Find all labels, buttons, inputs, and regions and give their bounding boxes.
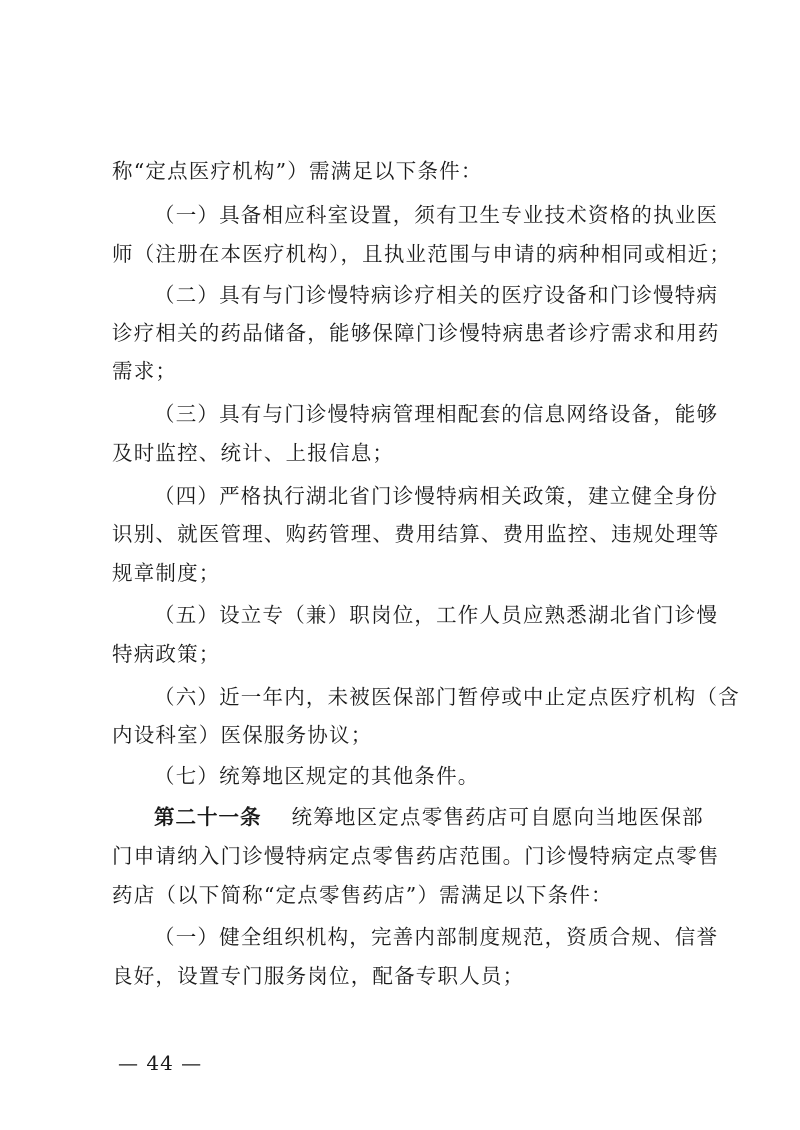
body-line: 药店（以下简称“定点零售药店”）需满足以下条件： xyxy=(112,883,613,907)
body-line: 需求； xyxy=(112,359,178,383)
body-line: 特病政策； xyxy=(112,642,221,666)
body-line: （七）统筹地区规定的其他条件。 xyxy=(154,764,480,788)
body-line: 内设科室）医保服务协议； xyxy=(112,723,373,747)
body-line: （六）近一年内，未被医保部门暂停或中止定点医疗机构（含 xyxy=(154,685,740,709)
body-line: （四）严格执行湖北省门诊慢特病相关政策，建立健全身份 xyxy=(154,484,719,508)
article-21-first-line xyxy=(154,803,702,831)
body-line: （五）设立专（兼）职岗位，工作人员应熟悉湖北省门诊慢 xyxy=(154,603,719,627)
body-line: 门申请纳入门诊慢特病定点零售药店范围。门诊慢特病定点零售 xyxy=(112,844,720,868)
body-line: （二）具有与门诊慢特病诊疗相关的医疗设备和门诊慢特病 xyxy=(154,283,719,307)
body-line: 诊疗相关的药品储备，能够保障门诊慢特病患者诊疗需求和用药 xyxy=(112,321,720,345)
body-line: 规章制度； xyxy=(112,561,221,585)
body-line: 良好，设置专门服务岗位，配备专职人员； xyxy=(112,964,525,988)
body-line: 及时监控、统计、上报信息； xyxy=(112,441,395,465)
article-text: 统筹地区定点零售药店可自愿向当地医保部 xyxy=(291,805,704,829)
body-line: （三）具有与门诊慢特病管理相配套的信息网络设备，能够 xyxy=(154,402,719,426)
article-heading: 第二十一条 xyxy=(154,805,262,829)
body-line: 师（注册在本医疗机构），且执业范围与申请的病种相同或相近； xyxy=(112,242,732,266)
body-line: （一）具备相应科室设置，须有卫生专业技术资格的执业医 xyxy=(154,203,719,227)
body-line: （一）健全组织机构，完善内部制度规范，资质合规、信誉 xyxy=(154,925,719,949)
page-number: — 44 — xyxy=(118,1051,203,1075)
body-line: 识别、就医管理、购药管理、费用结算、费用监控、违规处理等 xyxy=(112,522,720,546)
body-line: 称“定点医疗机构”）需满足以下条件： xyxy=(112,159,483,183)
